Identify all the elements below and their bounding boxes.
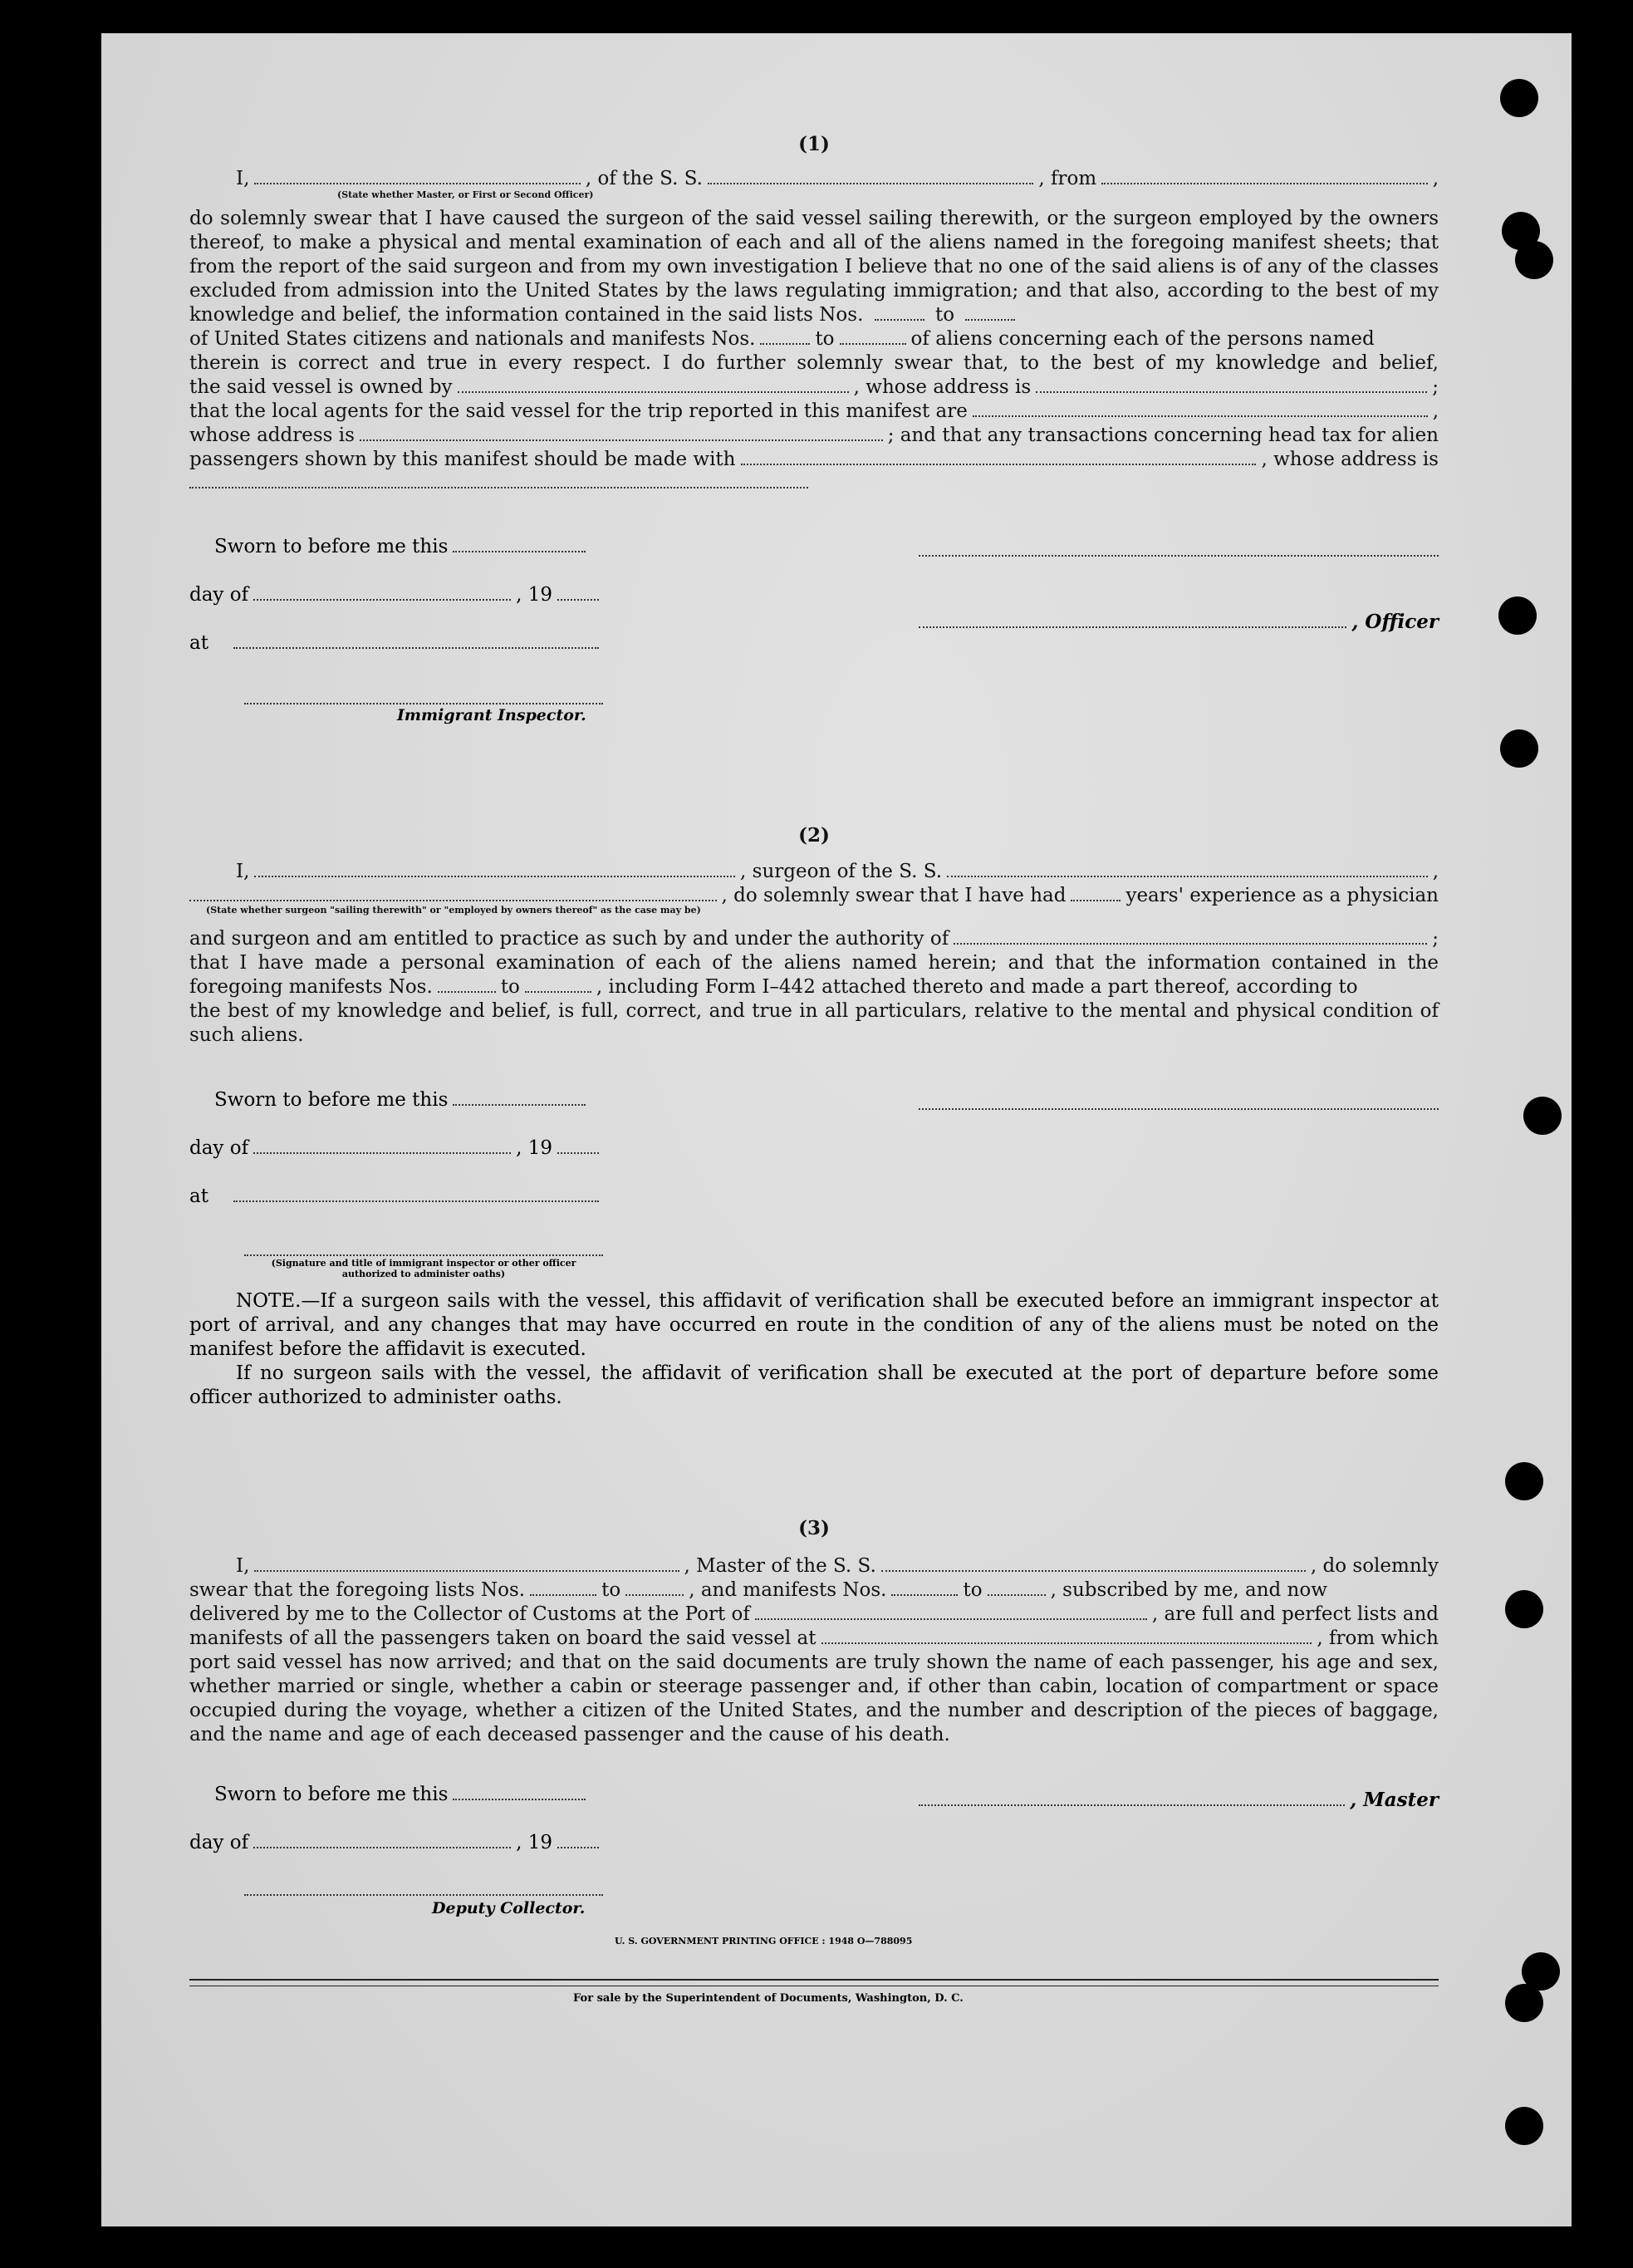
vessel-name-field[interactable] (708, 168, 1033, 184)
surgeon-manifests-to-field[interactable] (525, 976, 591, 993)
master-note: (State whether Master, or First or Second Officer) (337, 189, 594, 200)
surgeon-name-field[interactable] (254, 861, 735, 877)
binder-hole (1505, 1462, 1543, 1500)
surgeon-type-field[interactable] (189, 885, 717, 901)
sale-imprint: For sale by the Superintendent of Documents, Washington, D. C. (573, 1992, 964, 2005)
inspector-signature-line[interactable] (244, 688, 603, 704)
binder-hole (1505, 2107, 1543, 2145)
section-number: (3) (798, 1517, 830, 1539)
local-agents-field[interactable] (973, 400, 1428, 417)
signature-note: (Signature and title of immigrant inspector or other officer authorized to administer oaths) (271, 1258, 576, 1279)
s2-sworn-month-field[interactable] (253, 1137, 511, 1154)
section-2: (2) I, , surgeon of the S. S. , , do solemnly swear that I have had years' experience as a physician (State whether surgeon "sailing therewith" or "employed by owners thereof" as the case may be) and surgeon and am entitled to practice as such by and under the authority of ; that I have made a personal examination of each of the aliens named herein; and that the information contained in the foregoing manifests Nos. to , including Form I–442 attached thereto and made a part thereof, according to the best of my knowledge and belief, is full, correct, and true in all particulars, relative to the mental and physical condition of such aliens. (189, 824, 1439, 1046)
master-name-field[interactable] (254, 1555, 679, 1572)
owner-field[interactable] (458, 376, 849, 393)
label-from: , from (1038, 168, 1097, 189)
s3-manifests-from-field[interactable] (891, 1579, 958, 1596)
surgeon-note: (State whether surgeon "sailing therewith" or "employed by owners thereof" as the case may be) (206, 905, 701, 916)
note-no-surgeon: If no surgeon sails with the vessel, the affidavit of verification shall be executed at the port of departure before some officer authorized to administer oaths. (189, 1362, 1439, 1408)
binder-hole (1505, 1984, 1543, 2022)
boarding-port-field[interactable] (821, 1627, 1312, 1644)
departure-port-field[interactable] (1101, 168, 1427, 184)
manifests-to-field[interactable] (840, 328, 906, 345)
sworn-year-field[interactable] (557, 584, 599, 601)
authority-field[interactable] (954, 928, 1427, 945)
binder-hole (1515, 241, 1553, 279)
surgeon-manifests-from-field[interactable] (438, 976, 496, 993)
s3-lists-to-field[interactable] (625, 1579, 684, 1596)
owner-address-field[interactable] (1036, 376, 1427, 393)
officer-label: , Officer (1351, 611, 1439, 633)
section-3: (3) I, , Master of the S. S. , do solemnly swear that the foregoing lists Nos. to , and manifests Nos. to , subscribed by me, and now delivered by me to the Collector of Customs at the Port of , are full and perfect lists and manifests of all the passengers taken on board the said vessel at , from which port said vessel has now arrived; and that on the said documents are truly shown the name of each passenger, his age and sex, whether married or single, whether a cabin or steerage passenger and, if other than cabin, location of compartment or space occupied during the voyage, whether a citizen of the United States, and the number and description of the pieces of baggage, and the name and age of each deceased passenger and the cause of his death. (189, 1517, 1439, 1745)
deputy-label: Deputy Collector. (432, 1899, 586, 1917)
s3-sworn-year-field[interactable] (557, 1832, 599, 1848)
s3-manifests-to-field[interactable] (988, 1579, 1046, 1596)
footer-rule (189, 1979, 1439, 1981)
s3-sworn-day-field[interactable] (453, 1784, 586, 1800)
surgeon-signature-line[interactable] (919, 1093, 1439, 1110)
binder-hole (1505, 1590, 1543, 1628)
section-number: (2) (798, 824, 830, 847)
deputy-signature-line[interactable] (244, 1879, 603, 1896)
surgeon-vessel-field[interactable] (947, 861, 1428, 877)
officer-title-line[interactable] (919, 611, 1346, 628)
lists-from-field[interactable] (875, 304, 924, 321)
s2-sworn-day-field[interactable] (453, 1089, 586, 1106)
manifests-from-field[interactable] (760, 328, 810, 345)
officer-name-field[interactable] (254, 168, 580, 184)
s2-sworn-year-field[interactable] (557, 1137, 599, 1154)
comma: , (1432, 168, 1439, 189)
note-surgeon-sails: NOTE.—If a surgeon sails with the vessel, this affidavit of verification shall be executed before an immigrant inspector at port of arrival, and any changes that may have occurred en route in the condition of any of the aliens must be noted on the manifest before the affidavit is executed. (189, 1290, 1439, 1360)
years-experience-field[interactable] (1071, 885, 1121, 901)
master-vessel-field[interactable] (881, 1555, 1306, 1572)
master-label: , Master (1350, 1789, 1439, 1811)
binder-hole (1523, 1097, 1562, 1135)
master-oath-body: port said vessel has now arrived; and that on the said documents are truly shown the name of each passenger, his age and sex, whether married or single, whether a cabin or steerage passenger and, if other than cabin, location of compartment or space occupied during the voyage, whether a citizen of the United States, and the number and description of the pieces of baggage, and the name and age of each deceased passenger and the cause of his death. (189, 1652, 1439, 1745)
sworn-place-field[interactable] (233, 632, 599, 649)
section-number: (1) (798, 133, 830, 155)
inspector-label: Immigrant Inspector. (397, 706, 586, 724)
label-of-ss: , of the S. S. (585, 168, 703, 189)
label-i: I, (236, 168, 250, 189)
section-1: (1) I, , of the S. S. , from , (State whether Master, or First or Second Officer) do solemnly swear that I have caused the surgeon of the said vessel sailing therewith, or the surgeon employed by the owners thereof, to make a physical and mental examination of each and all of the aliens named in the foregoing manifest sheets; that from the report of the said surgeon and from my own investigation I believe that no one of the said aliens is of any of the classes excluded from admission into the United States by the laws regulating immigration; and that also, according to the best of my knowledge and belief, the information contained in the said lists Nos. to of United States citizens and nationals and manifests Nos. to of aliens concerning each of the persons named therein is correct and true in every respect. I do further solemnly swear that, to the best of my knowledge and belief, the said vessel is owned by , whose address is ; that the local agents for the said vessel for the trip reported in this manifest are , whose address is ; and that any transactions concerning head tax for alien passengers shown by this manifest should be made with , whose address is (189, 133, 1439, 488)
s3-sworn-month-field[interactable] (253, 1832, 511, 1848)
s2-official-signature-line[interactable] (244, 1240, 603, 1256)
master-signature-line[interactable] (919, 1789, 1345, 1806)
agents-address-field[interactable] (360, 425, 883, 441)
lists-to-field[interactable] (965, 304, 1015, 321)
head-tax-address-field[interactable] (189, 472, 808, 488)
gpo-imprint: U. S. GOVERNMENT PRINTING OFFICE : 1948 O—788095 (615, 1936, 913, 1946)
head-tax-party-field[interactable] (741, 449, 1257, 465)
sworn-day-field[interactable] (453, 536, 586, 552)
sworn-month-field[interactable] (253, 584, 511, 601)
s2-sworn-place-field[interactable] (233, 1186, 599, 1202)
customs-port-field[interactable] (755, 1603, 1147, 1620)
binder-hole (1500, 729, 1538, 768)
binder-hole (1498, 596, 1537, 635)
s3-lists-from-field[interactable] (530, 1579, 596, 1596)
oath-body: do solemnly swear that I have caused the surgeon of the said vessel sailing therewith, or the surgeon employed by the owners thereof, to make a physical and mental examination of each and all of the aliens named in the foregoing manifest sheets; that from the report of the said surgeon and from my own investigation I believe that no one of the said aliens is of any of the classes excluded from admission into the United States by the laws regulating immigration; and that also, according to the best of my knowledge and belief, the information contained in the said lists Nos. (189, 208, 1439, 326)
officer-signature-line[interactable] (919, 540, 1439, 557)
binder-hole (1500, 79, 1538, 117)
